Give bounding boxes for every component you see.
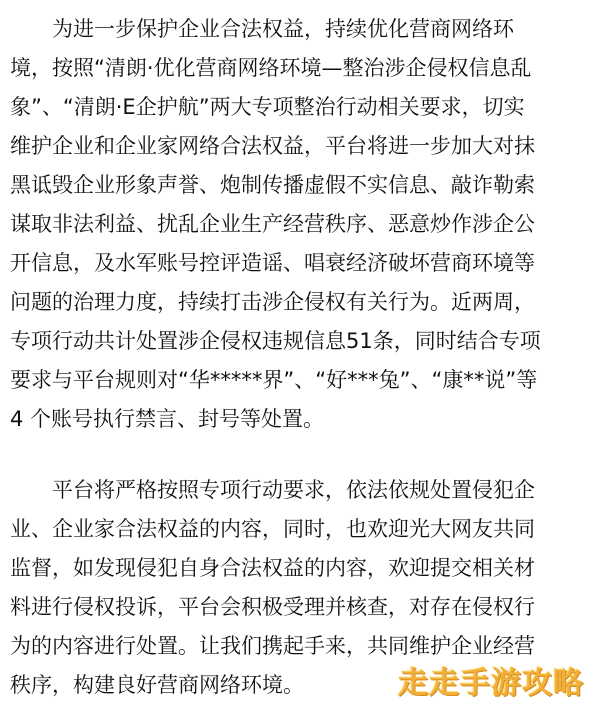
text-line: 黑诋毁企业形象声誉、炮制传播虚假不实信息、敲诈勒索: [10, 173, 535, 197]
paragraph-gap: [10, 439, 584, 471]
text-line: 业、企业家合法权益的内容，同时，也欢迎光大网友共同: [10, 517, 535, 541]
text-line: 料进行侵权投诉，平台会积极受理并核查，对存在侵权行: [10, 595, 535, 619]
text-line: 平台将严格按照专项行动要求，依法依规处置侵犯企: [52, 478, 535, 502]
text-line: 象”、“清朗·E企护航”两大专项整治行动相关要求，切实: [10, 95, 525, 119]
watermark-logo: 走走手游攻略: [398, 666, 584, 701]
text-line: 维护企业和企业家网络合法权益，平台将进一步加大对抹: [10, 134, 535, 158]
document-body: [10, 10, 584, 705]
text-line: 开信息，及水军账号控评造谣、唱衰经济破坏营商环境等: [10, 251, 535, 275]
text-line: 谋取非法利益、扰乱企业生产经营秩序、恶意炒作涉企公: [10, 212, 535, 236]
text-line: 秩序，构建良好营商网络环境。: [10, 673, 304, 697]
text-line: 4 个账号执行禁言、封号等处置。: [10, 407, 325, 431]
text-line: 境，按照“清朗·优化营商网络环境—整治涉企侵权信息乱: [10, 56, 532, 80]
text-line: 为进一步保护企业合法权益，持续优化营商网络环: [52, 17, 514, 41]
text-line: 专项行动共计处置涉企侵权违规信息51条，同时结合专项: [10, 329, 541, 353]
text-line: 监督，如发现侵犯自身合法权益的内容，欢迎提交相关材: [10, 556, 535, 580]
text-line: 为的内容进行处置。让我们携起手来，共同维护企业经营: [10, 634, 535, 658]
text-line: 问题的治理力度，持续打击涉企侵权有关行为。近两周，: [10, 290, 535, 314]
text-line: 要求与平台规则对“华*****界”、“好***兔”、“康**说”等: [10, 368, 538, 392]
paragraph-1: [10, 10, 584, 439]
